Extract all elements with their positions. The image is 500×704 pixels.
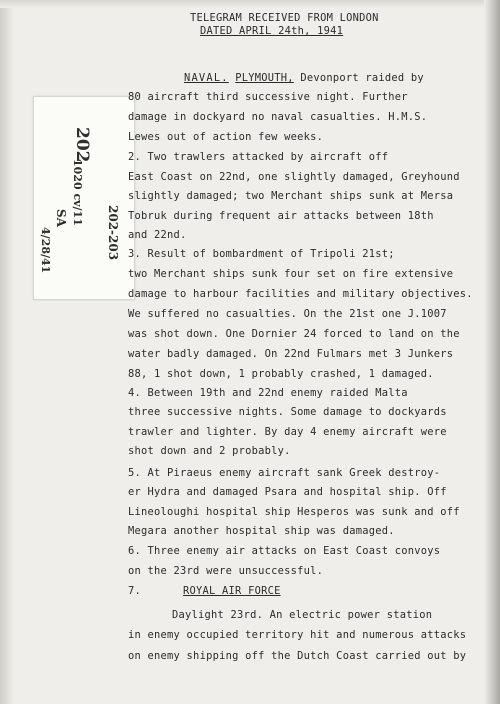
text-line: slightly damaged; two Merchant ships sunk at Mersa: [128, 190, 454, 202]
text-line: water badly damaged. On 22nd Fulmars met 3 Junkers: [128, 348, 454, 360]
telegram-title: TELEGRAM RECEIVED FROM LONDON: [190, 12, 379, 24]
text-line: We suffered no casualties. On the 21st one J.1007: [128, 308, 447, 320]
text-line: on the 23rd were unsuccessful.: [128, 565, 324, 577]
text-line: two Merchant ships sunk four set on fire extensive: [128, 268, 454, 280]
text-line: 3. Result of bombardment of Tripoli 21st;: [128, 248, 395, 260]
page-shadow-top: [0, 0, 500, 8]
text-line: 5. At Piraeus enemy aircraft sank Greek destroy-: [128, 467, 441, 479]
text-line: Lewes out of action few weeks.: [128, 131, 324, 143]
text-line: shot down and 2 probably.: [128, 445, 291, 457]
note-handwriting-1: 202: [72, 127, 92, 163]
note-handwriting-4: 202-203: [106, 205, 120, 261]
text-line: was shot down. One Dornier 24 forced to land on the: [128, 328, 460, 340]
naval-line-1-rest: Devonport raided by: [293, 72, 424, 84]
raf-line: [128, 585, 281, 597]
text-line: 2. Two trawlers attacked by aircraft off: [128, 151, 389, 163]
archive-note-card: [33, 96, 135, 300]
note-handwriting-3: SA: [54, 209, 68, 227]
text-line: Lineoloughi hospital ship Hesperos was sunk and off: [128, 506, 460, 518]
text-line: Megara another hospital ship was damaged.: [128, 525, 395, 537]
text-line: er Hydra and damaged Psara and hospital ship. Off: [128, 486, 447, 498]
text-line: three successive nights. Some damage to dockyards: [128, 406, 447, 418]
telegram-date: DATED APRIL 24th, 1941: [200, 25, 344, 37]
text-line: Daylight 23rd. An electric power station: [172, 609, 433, 621]
section-number-7: 7.: [128, 585, 142, 597]
text-line: 6. Three enemy air attacks on East Coast convoys: [128, 545, 441, 557]
text-line: damage in dockyard no naval casualties. H.M.S.: [128, 111, 428, 123]
text-line: trawler and lighter. By day 4 enemy aircraft were: [128, 426, 447, 438]
naval-line-1: [184, 72, 424, 84]
note-handwriting-5: 4/28/41: [39, 227, 52, 274]
text-line: Tobruk during frequent air attacks between 18th: [128, 210, 434, 222]
naval-place: PLYMOUTH,: [235, 72, 294, 84]
raf-heading: ROYAL AIR FORCE: [183, 585, 281, 597]
text-line: damage to harbour facilities and military objectives.: [128, 288, 473, 300]
naval-heading: NAVAL.: [184, 72, 229, 84]
page-shadow-left: [0, 0, 14, 704]
text-line: 88, 1 shot down, 1 probably crashed, 1 damaged.: [128, 368, 434, 380]
text-line: in enemy occupied territory hit and numerous attacks: [128, 629, 467, 641]
text-line: 80 aircraft third successive night. Further: [128, 91, 408, 103]
page-shadow-right: [484, 0, 500, 704]
text-line: and 22nd.: [128, 229, 187, 241]
text-line: 4. Between 19th and 22nd enemy raided Malta: [128, 387, 408, 399]
text-line: East Coast on 22nd, one slightly damaged, Greyhound: [128, 171, 460, 183]
note-handwriting-2: 1020 cv/11: [71, 159, 84, 226]
text-line: on enemy shipping off the Dutch Coast carried out by: [128, 650, 467, 662]
